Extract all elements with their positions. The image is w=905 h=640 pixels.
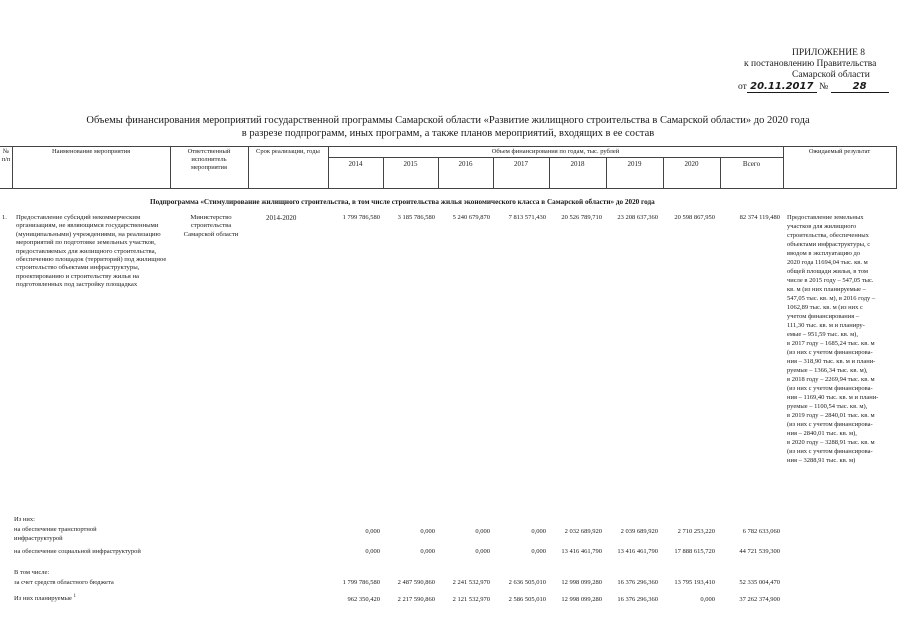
planned-total: 37 262 374,900	[739, 596, 780, 603]
appendix-date-row	[738, 81, 889, 93]
value-2018: 20 526 789,710	[561, 214, 602, 221]
value-2014: 1 799 786,580	[342, 214, 380, 221]
social-label: на обеспечение социальной инфраструктурой	[14, 548, 141, 555]
planned-label: Из них планируемые $^1$	[14, 594, 76, 603]
transport-2016: 0,000	[475, 528, 490, 535]
number-prefix: №	[819, 82, 829, 92]
col-header-no: № п/п	[1, 148, 11, 163]
social-total: 44 721 539,300	[739, 548, 780, 555]
regional-2019: 16 376 296,360	[617, 579, 658, 586]
col-header-period: Срок реализации, годы	[256, 148, 320, 155]
year-header: 2018	[570, 160, 585, 168]
social-2019: 13 416 461,790	[617, 548, 658, 555]
subprogram-heading: Подпрограмма «Стимулирование жилищного строительства, в том числе строительства жилья экономического класса в Самарской области» до 2020 года	[150, 198, 655, 206]
document-title-line-1: Объемы финансирования мероприятий государственной программы Самарской области «Развитие жилищного строительства в Самарской области» до 2020 года	[86, 115, 810, 126]
date-prefix: от	[738, 82, 747, 92]
year-header-total: Всего	[742, 160, 761, 168]
appendix-line-2: Самарской области	[792, 70, 870, 80]
planned-2020: 0,000	[700, 596, 715, 603]
transport-2020: 2 710 253,220	[677, 528, 715, 535]
transport-2014: 0,000	[365, 528, 380, 535]
responsible-executor: Министерство строительства Самарской области	[183, 214, 239, 238]
col-header-name: Наименование мероприятия	[51, 148, 131, 155]
social-2014: 0,000	[365, 548, 380, 555]
transport-label-line-1: на обеспечение транспортной	[14, 526, 97, 533]
transport-2018: 2 032 689,920	[564, 528, 602, 535]
of-them-label: Из них:	[14, 516, 35, 523]
appendix-line-1: к постановлению Правительства	[744, 59, 877, 69]
value-2020: 20 598 867,950	[674, 214, 715, 221]
col-header-funding: Объем финансирования по годам, тыс. рублей	[491, 148, 620, 155]
value-2017: 7 813 571,430	[508, 214, 546, 221]
planned-2017: 2 586 505,010	[508, 596, 546, 603]
regional-2015: 2 487 590,860	[397, 579, 435, 586]
transport-2015: 0,000	[420, 528, 435, 535]
year-header: 2016	[458, 160, 473, 168]
year-header: 2017	[514, 160, 528, 168]
regional-total: 52 335 004,470	[739, 579, 780, 586]
planned-2018: 12 998 099,280	[561, 596, 602, 603]
signature-date: 20.11.2017	[747, 81, 817, 93]
year-header: 2015	[403, 160, 418, 168]
year-header: 2019	[627, 160, 642, 168]
regional-2018: 12 998 099,280	[561, 579, 602, 586]
social-2016: 0,000	[475, 548, 490, 555]
planned-2015: 2 217 590,860	[397, 596, 435, 603]
row-number: 1.	[2, 214, 7, 221]
including-label: В том числе:	[14, 569, 50, 576]
planned-2016: 2 121 532,970	[452, 596, 490, 603]
value-2016: 5 240 679,870	[452, 214, 490, 221]
social-2018: 13 416 461,790	[561, 548, 602, 555]
transport-total: 6 782 633,060	[742, 528, 780, 535]
col-header-responsible: Ответственный исполнитель мероприятия	[187, 148, 231, 171]
transport-2017: 0,000	[531, 528, 546, 535]
year-header: 2020	[684, 160, 699, 168]
appendix-title: ПРИЛОЖЕНИЕ 8	[792, 48, 866, 58]
implementation-period: 2014-2020	[266, 214, 297, 222]
document-title-line-2: в разрезе подпрограмм, иных программ, а также планов мероприятий, входящих в ее состав	[241, 128, 655, 139]
year-header: 2014	[348, 160, 363, 168]
value-total: 82 374 119,480	[739, 214, 780, 221]
value-2019: 23 208 637,360	[617, 214, 658, 221]
regional-budget-label: за счет средств областного бюджета	[14, 579, 114, 586]
col-header-result: Ожидаемый результат	[808, 148, 871, 155]
planned-2019: 16 376 296,360	[617, 596, 658, 603]
regional-2020: 13 795 193,410	[674, 579, 715, 586]
footnote-mark: 1	[73, 594, 76, 599]
signature-number: 28	[831, 81, 889, 93]
regional-2014: 1 799 786,580	[342, 579, 380, 586]
activity-name: Предоставление субсидий некоммерческим организациям, не являющимся государственными (муниципальными) учреждениями, на реализацию мероприятий по подготовке земельных участков, предоставляемых для жилищного строительства, обеспечению площадок (территорий) под жилищное строительство объектами инфраструктуры, проектированию и строительству жилья на подготовленных под застройку площадках	[16, 214, 167, 289]
value-2015: 3 185 786,580	[397, 214, 435, 221]
social-2015: 0,000	[420, 548, 435, 555]
planned-2014: 962 350,420	[347, 596, 380, 603]
transport-label-line-2: инфраструктурой	[14, 535, 63, 542]
transport-2019: 2 039 689,920	[620, 528, 658, 535]
regional-2016: 2 241 532,970	[452, 579, 490, 586]
social-2020: 17 888 615,720	[674, 548, 715, 555]
regional-2017: 2 636 505,010	[508, 579, 546, 586]
social-2017: 0,000	[531, 548, 546, 555]
